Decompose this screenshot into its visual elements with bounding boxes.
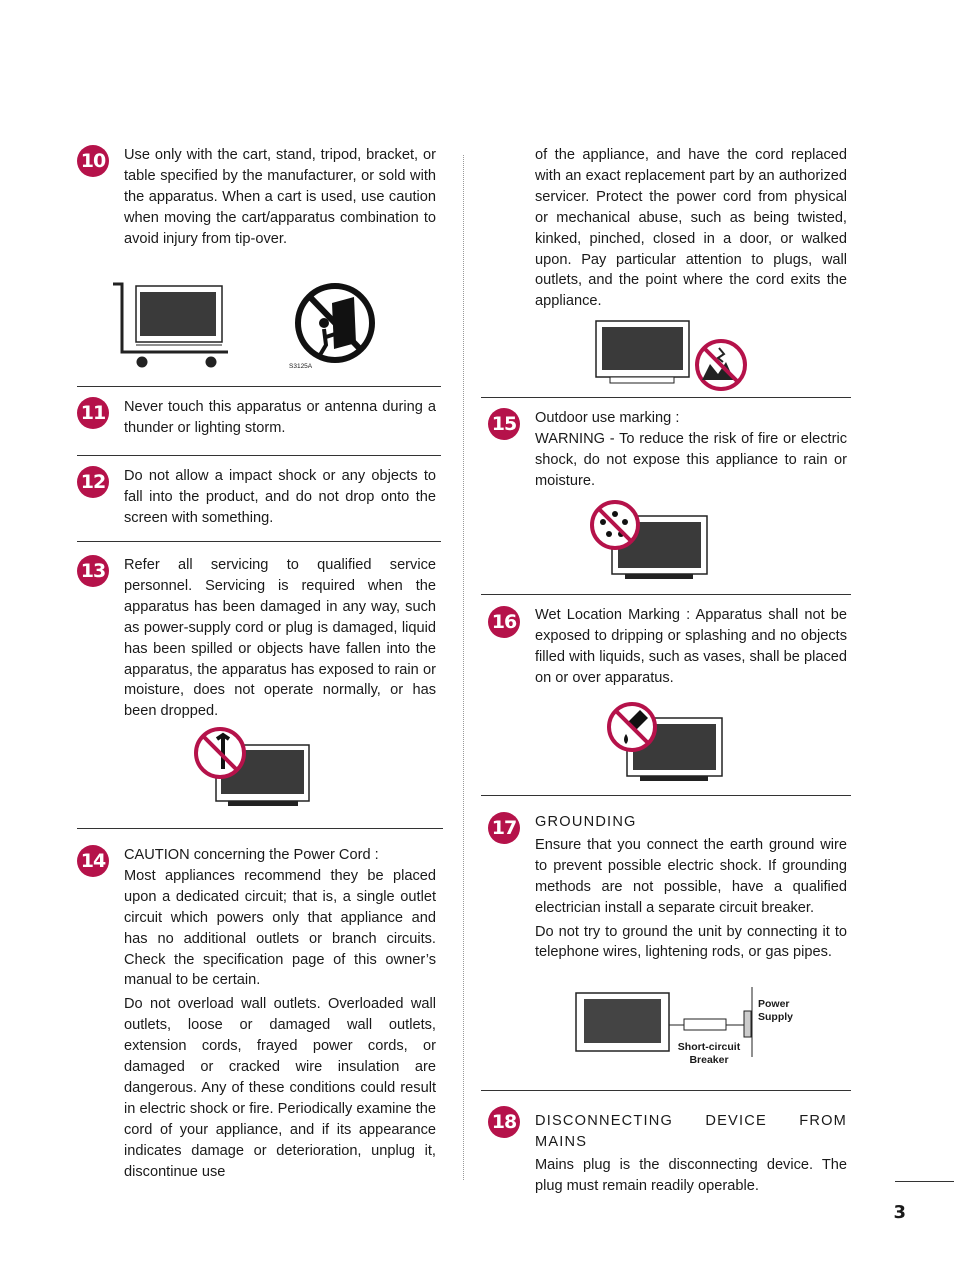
item-13-text — [124, 555, 436, 722]
item-14-heading: CAUTION concerning the Power Cord : — [124, 847, 379, 863]
column-divider — [463, 155, 464, 1180]
item-number-11: 11 — [77, 397, 109, 429]
item-13-paragraph: Refer all servicing to qualified service personnel. Servicing is required when the apparatus has been damaged in any way, such as power-supply cord or plug is damaged, liquid has been spilled or objects have fallen into the apparatus, the apparatus has exposed to rain or moisture, does not operate normally, or has been dropped. — [124, 557, 436, 720]
item-number-18: 18 — [488, 1106, 520, 1138]
item-17-heading: GROUNDING — [535, 814, 637, 830]
divider — [77, 386, 441, 387]
item-number-13: 13 — [77, 555, 109, 587]
power-supply-label: Power Supply — [758, 998, 794, 1023]
item-17-paragraph-1: Ensure that you connect the earth ground wire to prevent possible electric shock. If grounding methods are not possible, have a qualified electrician install a separate circuit breaker. — [535, 836, 847, 916]
power-cord-illustration — [594, 318, 750, 392]
no-rain-illustration — [589, 500, 711, 584]
item-18-paragraph: Mains plug is the disconnecting device. The plug must remain readily operable. — [535, 1156, 847, 1194]
item-18-text — [535, 1111, 847, 1197]
item-16-paragraph: Wet Location Marking : Apparatus shall not be exposed to dripping or splashing and no objects filled with liquids, such as vases, shall be placed on or over apparatus. — [535, 607, 847, 686]
page-number-rule — [895, 1181, 954, 1182]
item-18-heading: DISCONNECTING DEVICE FROM MAINS — [535, 1113, 847, 1150]
item-number-12: 12 — [77, 466, 109, 498]
item-15-heading: Outdoor use marking : — [535, 410, 680, 426]
item-15-paragraph: WARNING - To reduce the risk of fire or electric shock, do not expose this appliance to rain or moisture. — [535, 430, 847, 489]
cart-tv-illustration — [110, 282, 235, 368]
item-16-text — [535, 605, 847, 689]
item-number-16: 16 — [488, 606, 520, 638]
divider — [481, 594, 851, 595]
no-service-illustration — [193, 727, 313, 811]
item-number-17: 17 — [488, 812, 520, 844]
item-14-text — [124, 845, 436, 1183]
divider — [77, 828, 443, 829]
item-14-paragraph-2: Do not overload wall outlets. Overloaded wall outlets, loose or damaged wall outlets, extension cords, frayed power cords, or damaged or cracked wire insulation are dangerous. Any of these conditions could result in electric shock or fire. Periodically examine the cord of your appliance, and if its appearance indicates damage or deterioration, unplug it, discontinue use — [124, 996, 436, 1180]
item-11-paragraph: Never touch this apparatus or antenna during a thunder or lighting storm. — [124, 399, 436, 436]
item-12-paragraph: Do not allow a impact shock or any objects to fall into the product, and do not drop onto the screen with something. — [124, 468, 436, 526]
item-14-paragraph-1: Most appliances recommend they be placed upon a dedicated circuit; that is, a single outlet circuit which powers only that appliance and has no additional outlets or branch circuits. Check the specification page of this owner’s manual to be certain. — [124, 867, 436, 989]
image-code: S3125A — [289, 363, 313, 370]
page-number: 3 — [893, 1202, 906, 1223]
divider — [481, 1090, 851, 1091]
divider — [77, 455, 441, 456]
item-11-text — [124, 397, 436, 439]
divider — [481, 795, 851, 796]
divider — [77, 541, 441, 542]
item-number-14: 14 — [77, 845, 109, 877]
item-10-text — [124, 145, 436, 250]
item-15-text — [535, 408, 847, 492]
no-liquid-illustration — [606, 700, 726, 786]
no-tip-over-icon — [294, 283, 378, 363]
item-10-paragraph: Use only with the cart, stand, tripod, bracket, or table specified by the manufacturer, or sold with the apparatus. When a cart is used, use caution when moving the cart/apparatus combination to avoid injury from tip-over. — [124, 147, 436, 247]
item-12-text — [124, 466, 436, 529]
divider — [481, 397, 851, 398]
item-number-10: 10 — [77, 145, 109, 177]
item-17-paragraph-2: Do not try to ground the unit by connecting it to telephone wires, lightening rods, or gas pipes. — [535, 923, 847, 961]
short-circuit-breaker-label: Short-circuit Breaker — [677, 1041, 741, 1066]
item-17-text — [535, 812, 847, 963]
item-14-continued-paragraph: of the appliance, and have the cord replaced with an exact replacement part by an authorized servicer. Protect the power cord from physical or mechanical abuse, such as being twisted, kinked, pinched, closed in a door, or walked upon. Pay particular attention to plugs, wall outlets, and the point where the cord exits the appliance. — [535, 147, 847, 310]
item-14-continued — [535, 145, 847, 312]
item-number-15: 15 — [488, 408, 520, 440]
